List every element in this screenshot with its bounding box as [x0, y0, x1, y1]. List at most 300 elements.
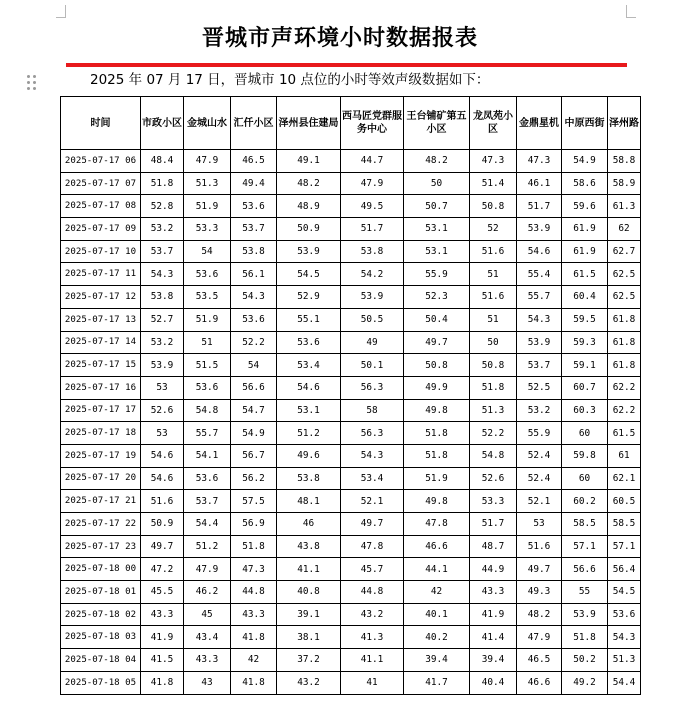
- value-cell: 59.1: [562, 354, 608, 377]
- value-cell: 49.6: [277, 444, 341, 467]
- value-cell: 51.7: [470, 513, 517, 536]
- value-cell: 60.4: [562, 286, 608, 309]
- page-corner-mark: [56, 5, 66, 18]
- table-row: [61, 331, 641, 354]
- value-cell: 39.4: [404, 649, 470, 672]
- report-title: 晋城市声环境小时数据报表: [201, 25, 478, 51]
- value-cell: 60: [562, 422, 608, 445]
- value-cell: 43: [184, 671, 231, 694]
- value-cell: 54.3: [231, 286, 277, 309]
- time-cell: 2025-07-17 23: [61, 535, 141, 558]
- value-cell: 51.8: [470, 376, 517, 399]
- value-cell: 47.9: [184, 150, 231, 173]
- value-cell: 47.3: [517, 150, 562, 173]
- value-cell: 54.3: [341, 444, 404, 467]
- value-cell: 48.7: [470, 535, 517, 558]
- value-cell: 45.5: [141, 581, 184, 604]
- time-cell: 2025-07-17 18: [61, 422, 141, 445]
- value-cell: 50.2: [562, 649, 608, 672]
- value-cell: 54.6: [141, 467, 184, 490]
- value-cell: 62.7: [608, 240, 641, 263]
- value-cell: 53.4: [277, 354, 341, 377]
- value-cell: 51.6: [470, 240, 517, 263]
- value-cell: 54: [231, 354, 277, 377]
- column-header: 西马匠党群服务中心: [341, 97, 404, 150]
- value-cell: 43.2: [341, 603, 404, 626]
- value-cell: 55.7: [517, 286, 562, 309]
- value-cell: 50.8: [404, 354, 470, 377]
- value-cell: 60.3: [562, 399, 608, 422]
- value-cell: 59.8: [562, 444, 608, 467]
- value-cell: 58.6: [562, 172, 608, 195]
- value-cell: 41.8: [141, 671, 184, 694]
- time-cell: 2025-07-17 17: [61, 399, 141, 422]
- value-cell: 51: [470, 308, 517, 331]
- value-cell: 57.1: [608, 535, 641, 558]
- value-cell: 49.1: [277, 150, 341, 173]
- table-row: [61, 558, 641, 581]
- value-cell: 56.3: [341, 376, 404, 399]
- value-cell: 53.9: [277, 240, 341, 263]
- time-cell: 2025-07-17 20: [61, 467, 141, 490]
- value-cell: 49.2: [562, 671, 608, 694]
- time-cell: 2025-07-17 10: [61, 240, 141, 263]
- value-cell: 55: [562, 581, 608, 604]
- value-cell: 41.5: [141, 649, 184, 672]
- value-cell: 43.3: [184, 649, 231, 672]
- value-cell: 53.9: [141, 354, 184, 377]
- value-cell: 52.4: [517, 444, 562, 467]
- value-cell: 61.9: [562, 218, 608, 241]
- value-cell: 42: [231, 649, 277, 672]
- value-cell: 56.3: [341, 422, 404, 445]
- table-row: [61, 444, 641, 467]
- value-cell: 41.4: [470, 626, 517, 649]
- value-cell: 45.7: [341, 558, 404, 581]
- column-header: 市政小区: [141, 97, 184, 150]
- table-row: [61, 240, 641, 263]
- value-cell: 61.8: [608, 354, 641, 377]
- value-cell: 60.2: [562, 490, 608, 513]
- value-cell: 61.5: [608, 422, 641, 445]
- value-cell: 61: [608, 444, 641, 467]
- time-cell: 2025-07-17 19: [61, 444, 141, 467]
- time-cell: 2025-07-18 04: [61, 649, 141, 672]
- value-cell: 44.9: [470, 558, 517, 581]
- table-row: [61, 263, 641, 286]
- value-cell: 53.3: [184, 218, 231, 241]
- value-cell: 47.3: [470, 150, 517, 173]
- value-cell: 53.9: [562, 603, 608, 626]
- value-cell: 51.8: [231, 535, 277, 558]
- value-cell: 50.1: [341, 354, 404, 377]
- value-cell: 55.1: [277, 308, 341, 331]
- value-cell: 41.1: [277, 558, 341, 581]
- value-cell: 58.5: [562, 513, 608, 536]
- value-cell: 58.9: [608, 172, 641, 195]
- value-cell: 54.5: [608, 581, 641, 604]
- value-cell: 58.8: [608, 150, 641, 173]
- value-cell: 46.5: [231, 150, 277, 173]
- value-cell: 52.1: [341, 490, 404, 513]
- value-cell: 50.9: [141, 513, 184, 536]
- value-cell: 49.5: [341, 195, 404, 218]
- column-header: 王台铺矿第五小区: [404, 97, 470, 150]
- value-cell: 56.9: [231, 513, 277, 536]
- value-cell: 46.6: [404, 535, 470, 558]
- value-cell: 53: [141, 422, 184, 445]
- value-cell: 40.1: [404, 603, 470, 626]
- column-header: 泽州县住建局: [277, 97, 341, 150]
- time-cell: 2025-07-17 15: [61, 354, 141, 377]
- value-cell: 61.9: [562, 240, 608, 263]
- value-cell: 51: [470, 263, 517, 286]
- value-cell: 53.6: [231, 308, 277, 331]
- value-cell: 55.7: [184, 422, 231, 445]
- value-cell: 41.7: [404, 671, 470, 694]
- time-cell: 2025-07-17 16: [61, 376, 141, 399]
- value-cell: 46.5: [517, 649, 562, 672]
- value-cell: 53.7: [184, 490, 231, 513]
- value-cell: 52.4: [517, 467, 562, 490]
- value-cell: 47.8: [341, 535, 404, 558]
- value-cell: 45: [184, 603, 231, 626]
- value-cell: 51.3: [470, 399, 517, 422]
- value-cell: 53: [517, 513, 562, 536]
- value-cell: 56.6: [231, 376, 277, 399]
- drag-handle-icon[interactable]: [26, 74, 38, 90]
- value-cell: 61.5: [562, 263, 608, 286]
- value-cell: 60: [562, 467, 608, 490]
- value-cell: 53.6: [277, 331, 341, 354]
- value-cell: 41.9: [470, 603, 517, 626]
- time-cell: 2025-07-17 13: [61, 308, 141, 331]
- value-cell: 38.1: [277, 626, 341, 649]
- value-cell: 53.8: [141, 286, 184, 309]
- value-cell: 46: [277, 513, 341, 536]
- table-row: [61, 535, 641, 558]
- value-cell: 51.8: [562, 626, 608, 649]
- value-cell: 48.4: [141, 150, 184, 173]
- title-rule: [66, 63, 627, 67]
- value-cell: 61.3: [608, 195, 641, 218]
- value-cell: 49.7: [141, 535, 184, 558]
- table-row: [61, 286, 641, 309]
- value-cell: 56.1: [231, 263, 277, 286]
- table-row: [61, 626, 641, 649]
- value-cell: 58.5: [608, 513, 641, 536]
- table-header-row: [61, 97, 641, 150]
- value-cell: 37.2: [277, 649, 341, 672]
- value-cell: 51.9: [404, 467, 470, 490]
- value-cell: 51.6: [141, 490, 184, 513]
- value-cell: 53.9: [517, 331, 562, 354]
- column-header: 中原西街: [562, 97, 608, 150]
- column-header: 泽州路: [608, 97, 641, 150]
- value-cell: 41: [341, 671, 404, 694]
- column-header: 时间: [61, 97, 141, 150]
- value-cell: 48.2: [517, 603, 562, 626]
- value-cell: 43.3: [470, 581, 517, 604]
- value-cell: 46.2: [184, 581, 231, 604]
- value-cell: 51.8: [141, 172, 184, 195]
- value-cell: 53.2: [141, 331, 184, 354]
- value-cell: 49.7: [404, 331, 470, 354]
- value-cell: 49.8: [404, 490, 470, 513]
- value-cell: 53.1: [404, 240, 470, 263]
- value-cell: 54.4: [608, 671, 641, 694]
- value-cell: 61.8: [608, 331, 641, 354]
- table-row: [61, 399, 641, 422]
- value-cell: 51.2: [184, 535, 231, 558]
- value-cell: 52.8: [141, 195, 184, 218]
- value-cell: 52.7: [141, 308, 184, 331]
- value-cell: 60.5: [608, 490, 641, 513]
- value-cell: 40.4: [470, 671, 517, 694]
- value-cell: 46.1: [517, 172, 562, 195]
- value-cell: 53.8: [277, 467, 341, 490]
- value-cell: 62.1: [608, 467, 641, 490]
- value-cell: 39.4: [470, 649, 517, 672]
- value-cell: 52.9: [277, 286, 341, 309]
- value-cell: 51.8: [404, 444, 470, 467]
- value-cell: 47.8: [404, 513, 470, 536]
- table-row: [61, 490, 641, 513]
- value-cell: 54: [184, 240, 231, 263]
- value-cell: 42: [404, 581, 470, 604]
- value-cell: 54.2: [341, 263, 404, 286]
- time-cell: 2025-07-17 22: [61, 513, 141, 536]
- table-row: [61, 513, 641, 536]
- value-cell: 52.6: [470, 467, 517, 490]
- table-row: [61, 422, 641, 445]
- value-cell: 51: [184, 331, 231, 354]
- value-cell: 62.5: [608, 263, 641, 286]
- table-row: [61, 172, 641, 195]
- value-cell: 41.3: [341, 626, 404, 649]
- value-cell: 53.8: [231, 240, 277, 263]
- value-cell: 49.7: [517, 558, 562, 581]
- value-cell: 54.3: [517, 308, 562, 331]
- value-cell: 54.4: [184, 513, 231, 536]
- value-cell: 55.9: [517, 422, 562, 445]
- value-cell: 58: [341, 399, 404, 422]
- value-cell: 62.2: [608, 399, 641, 422]
- value-cell: 53.3: [470, 490, 517, 513]
- value-cell: 51.6: [470, 286, 517, 309]
- value-cell: 50.8: [470, 195, 517, 218]
- value-cell: 51.2: [277, 422, 341, 445]
- value-cell: 50.9: [277, 218, 341, 241]
- value-cell: 55.9: [404, 263, 470, 286]
- value-cell: 40.2: [404, 626, 470, 649]
- table-row: [61, 649, 641, 672]
- value-cell: 43.3: [231, 603, 277, 626]
- value-cell: 52.5: [517, 376, 562, 399]
- value-cell: 50: [404, 172, 470, 195]
- time-cell: 2025-07-18 01: [61, 581, 141, 604]
- value-cell: 51.4: [470, 172, 517, 195]
- value-cell: 41.8: [231, 671, 277, 694]
- time-cell: 2025-07-17 12: [61, 286, 141, 309]
- time-cell: 2025-07-17 09: [61, 218, 141, 241]
- value-cell: 49.9: [404, 376, 470, 399]
- noise-data-table: [60, 96, 641, 695]
- value-cell: 51.3: [184, 172, 231, 195]
- value-cell: 48.2: [404, 150, 470, 173]
- value-cell: 43.4: [184, 626, 231, 649]
- value-cell: 48.1: [277, 490, 341, 513]
- value-cell: 40.8: [277, 581, 341, 604]
- time-cell: 2025-07-17 07: [61, 172, 141, 195]
- value-cell: 47.9: [517, 626, 562, 649]
- table-row: [61, 195, 641, 218]
- table-row: [61, 150, 641, 173]
- value-cell: 53.1: [277, 399, 341, 422]
- value-cell: 53.5: [184, 286, 231, 309]
- value-cell: 57.5: [231, 490, 277, 513]
- value-cell: 47.9: [184, 558, 231, 581]
- value-cell: 52.1: [517, 490, 562, 513]
- time-cell: 2025-07-18 05: [61, 671, 141, 694]
- value-cell: 39.1: [277, 603, 341, 626]
- value-cell: 56.7: [231, 444, 277, 467]
- value-cell: 49: [341, 331, 404, 354]
- value-cell: 51.8: [404, 422, 470, 445]
- value-cell: 52: [470, 218, 517, 241]
- value-cell: 49.3: [517, 581, 562, 604]
- time-cell: 2025-07-18 00: [61, 558, 141, 581]
- time-cell: 2025-07-17 06: [61, 150, 141, 173]
- value-cell: 51.6: [517, 535, 562, 558]
- value-cell: 50.7: [404, 195, 470, 218]
- value-cell: 59.6: [562, 195, 608, 218]
- value-cell: 54.3: [141, 263, 184, 286]
- column-header: 龙凤苑小区: [470, 97, 517, 150]
- value-cell: 53.6: [231, 195, 277, 218]
- value-cell: 54.9: [562, 150, 608, 173]
- value-cell: 62.5: [608, 286, 641, 309]
- value-cell: 41.8: [231, 626, 277, 649]
- value-cell: 51.5: [184, 354, 231, 377]
- value-cell: 52.3: [404, 286, 470, 309]
- time-cell: 2025-07-17 14: [61, 331, 141, 354]
- table-row: [61, 354, 641, 377]
- value-cell: 53.9: [517, 218, 562, 241]
- value-cell: 44.8: [231, 581, 277, 604]
- value-cell: 51.9: [184, 195, 231, 218]
- value-cell: 62.2: [608, 376, 641, 399]
- value-cell: 54.8: [184, 399, 231, 422]
- table-row: [61, 603, 641, 626]
- value-cell: 47.9: [341, 172, 404, 195]
- value-cell: 52.2: [470, 422, 517, 445]
- value-cell: 54.8: [470, 444, 517, 467]
- table-row: [61, 671, 641, 694]
- table-row: [61, 308, 641, 331]
- value-cell: 50: [470, 331, 517, 354]
- value-cell: 48.9: [277, 195, 341, 218]
- value-cell: 48.2: [277, 172, 341, 195]
- table-row: [61, 467, 641, 490]
- value-cell: 54.5: [277, 263, 341, 286]
- value-cell: 51.7: [517, 195, 562, 218]
- value-cell: 51.3: [608, 649, 641, 672]
- value-cell: 52.6: [141, 399, 184, 422]
- table-row: [61, 581, 641, 604]
- value-cell: 41.9: [141, 626, 184, 649]
- value-cell: 54.9: [231, 422, 277, 445]
- column-header: 金城山水: [184, 97, 231, 150]
- value-cell: 53.2: [517, 399, 562, 422]
- value-cell: 44.7: [341, 150, 404, 173]
- value-cell: 53.1: [404, 218, 470, 241]
- value-cell: 43.3: [141, 603, 184, 626]
- value-cell: 53.8: [341, 240, 404, 263]
- value-cell: 53.6: [608, 603, 641, 626]
- value-cell: 51.9: [184, 308, 231, 331]
- value-cell: 49.8: [404, 399, 470, 422]
- time-cell: 2025-07-17 08: [61, 195, 141, 218]
- time-cell: 2025-07-18 03: [61, 626, 141, 649]
- value-cell: 54.6: [141, 444, 184, 467]
- value-cell: 54.3: [608, 626, 641, 649]
- value-cell: 47.2: [141, 558, 184, 581]
- column-header: 汇仟小区: [231, 97, 277, 150]
- value-cell: 43.8: [277, 535, 341, 558]
- value-cell: 53: [141, 376, 184, 399]
- table-row: [61, 376, 641, 399]
- value-cell: 54.6: [517, 240, 562, 263]
- value-cell: 55.4: [517, 263, 562, 286]
- value-cell: 50.8: [470, 354, 517, 377]
- value-cell: 62: [608, 218, 641, 241]
- value-cell: 53.6: [184, 376, 231, 399]
- column-header: 金鼎星机: [517, 97, 562, 150]
- value-cell: 53.6: [184, 263, 231, 286]
- value-cell: 53.4: [341, 467, 404, 490]
- value-cell: 54.6: [277, 376, 341, 399]
- time-cell: 2025-07-17 11: [61, 263, 141, 286]
- value-cell: 53.6: [184, 467, 231, 490]
- value-cell: 56.4: [608, 558, 641, 581]
- value-cell: 53.7: [141, 240, 184, 263]
- value-cell: 54.1: [184, 444, 231, 467]
- time-cell: 2025-07-17 21: [61, 490, 141, 513]
- value-cell: 61.8: [608, 308, 641, 331]
- value-cell: 49.4: [231, 172, 277, 195]
- value-cell: 53.9: [341, 286, 404, 309]
- page-corner-mark: [626, 5, 636, 18]
- value-cell: 44.1: [404, 558, 470, 581]
- value-cell: 54.7: [231, 399, 277, 422]
- table-row: [61, 218, 641, 241]
- value-cell: 50.4: [404, 308, 470, 331]
- value-cell: 56.2: [231, 467, 277, 490]
- value-cell: 52.2: [231, 331, 277, 354]
- value-cell: 57.1: [562, 535, 608, 558]
- value-cell: 59.5: [562, 308, 608, 331]
- intro-paragraph: 2025 年 07 月 17 日，晋城市 10 点位的小时等效声级数据如下：: [90, 72, 490, 88]
- value-cell: 49.7: [341, 513, 404, 536]
- value-cell: 43.2: [277, 671, 341, 694]
- value-cell: 51.7: [341, 218, 404, 241]
- value-cell: 53.2: [141, 218, 184, 241]
- value-cell: 44.8: [341, 581, 404, 604]
- value-cell: 53.7: [517, 354, 562, 377]
- value-cell: 60.7: [562, 376, 608, 399]
- value-cell: 59.3: [562, 331, 608, 354]
